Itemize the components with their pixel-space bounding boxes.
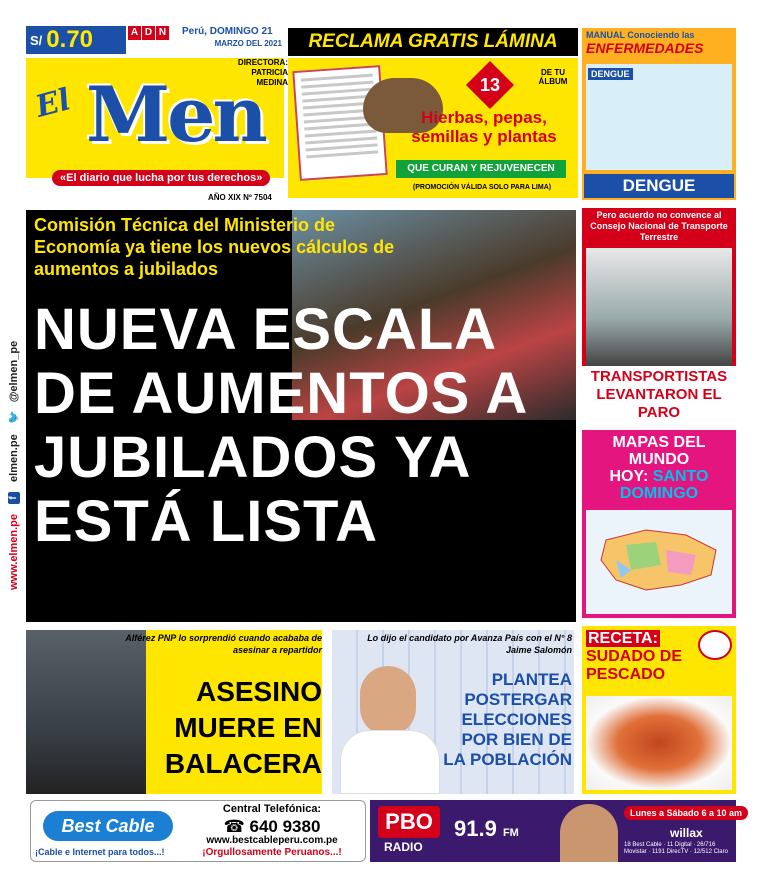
promo-banner[interactable]: RECLAMA GRATIS LÁMINA — [288, 28, 578, 56]
dengue-kicker: MANUAL Conociendo las ENFERMEDADES — [586, 30, 704, 56]
pbo-frequency: 91.9 FM — [454, 816, 519, 841]
promo-title: Hierbas, pepas, semillas y plantas — [411, 108, 557, 146]
social-strip — [0, 250, 22, 590]
logo-men: Men — [86, 70, 265, 159]
dengue-teaser[interactable] — [582, 28, 736, 200]
pbo-channels: 18 Best Cable · 11 Digital · 26/716 Movistar · 1191 DirecTV · 12/512 Claro — [624, 842, 728, 855]
politics-headline: PLANTEA POSTERGAR ELECCIONES POR BIEN DE LA POBLACIÓN — [443, 670, 572, 769]
sheet-number-badge: 13 — [466, 61, 514, 109]
price-box — [26, 26, 126, 54]
bestcable-slogan: ¡Orgullosamente Peruanos...! — [202, 847, 342, 858]
candidate-photo — [360, 666, 416, 736]
main-headline: NUEVA ESCALA DE AUMENTOS A JUBILADOS YA ESTÁ LISTA — [34, 297, 527, 554]
facebook-handle[interactable]: elmen.pe — [8, 434, 20, 482]
website-link[interactable]: www.elmen.pe — [8, 513, 20, 590]
promo-panel[interactable] — [288, 58, 578, 198]
maps-teaser[interactable] — [582, 430, 736, 618]
bestcable-ad[interactable] — [30, 800, 366, 862]
adn-letter: N — [156, 26, 169, 40]
pbo-schedule: Lunes a Sábado 6 a 10 am — [624, 806, 748, 820]
politics-kicker: Lo dijo el candidato por Avanza País con el N° 8 Jaime Salomón — [367, 633, 572, 655]
bestcable-phone[interactable]: ☎ 640 9380 — [223, 817, 321, 836]
director-credit: DIRECTORA: PATRICIA MEDINA — [237, 58, 288, 87]
price-value: 0.70 — [46, 26, 94, 53]
adn-letter: D — [142, 26, 155, 40]
date-line: Perú, DOMINGO 21 — [182, 26, 273, 37]
date-box — [182, 26, 282, 56]
willax-logo: willax — [670, 826, 703, 840]
crime-headline: ASESINO MUERE EN BALACERA — [164, 676, 322, 779]
bestcable-website[interactable]: www.bestcableperu.com.pe — [206, 835, 338, 846]
recipe-title: RECETA: SUDADO DE PESCADO — [586, 630, 683, 683]
dengue-footer: DENGUE — [584, 174, 734, 198]
crime-story[interactable] — [26, 630, 322, 794]
recipe-teaser[interactable] — [582, 626, 736, 794]
transport-story[interactable] — [582, 208, 736, 422]
price-currency: S/ — [30, 32, 43, 48]
adn-letter: A — [128, 26, 141, 40]
bestcable-tagline: ¡Cable e Internet para todos...! — [35, 847, 165, 857]
main-subhead: Comisión Técnica del Ministerio de Economía ya tiene los nuevos cálculos de aumentos a jubilados — [34, 215, 395, 279]
pbo-logo: PBO — [378, 806, 440, 838]
promo-subtitle: QUE CURAN Y REJUVENECEN — [396, 160, 566, 178]
chef-logo-icon — [698, 630, 732, 660]
slogan: «El diario que lucha por tus derechos» — [52, 170, 270, 186]
maps-headline: MAPAS DEL MUNDO HOY: SANTO DOMINGO — [609, 434, 709, 502]
politics-story[interactable] — [332, 630, 574, 794]
adn-badge — [128, 26, 169, 40]
fish-dish-photo — [586, 696, 732, 790]
transport-photo — [586, 248, 732, 366]
bestcable-central-label: Central Telefónica: — [222, 803, 322, 815]
candidate-shirt — [340, 730, 440, 794]
logo-el: El — [32, 82, 75, 125]
transport-kicker: Pero acuerdo no convence al Consejo Nacional de Transporte Terrestre — [590, 210, 728, 242]
transport-headline: TRANSPORTISTAS LEVANTARON EL PARO — [582, 366, 736, 424]
album-note: DE TU ÁLBUM — [538, 68, 568, 86]
pbo-radio-label: RADIO — [384, 840, 423, 854]
dominican-map-image — [586, 510, 732, 614]
promo-note: (PROMOCIÓN VÁLIDA SOLO PARA LIMA) — [412, 184, 552, 191]
facebook-icon: f — [8, 492, 20, 504]
pbo-radio-ad[interactable] — [370, 800, 743, 862]
radio-host-photo — [560, 804, 618, 862]
bestcable-logo: Best Cable — [43, 811, 173, 841]
twitter-handle[interactable]: @elmen_pe — [8, 340, 20, 403]
twitter-icon: 🐦 — [8, 410, 20, 425]
issue-number: AÑO XIX Nº 7504 — [208, 193, 272, 202]
dengue-inner-label: DENGUE — [588, 68, 633, 80]
crime-kicker: Alférez PNP lo sorprendió cuando acababa de asesinar a repartidor — [125, 633, 322, 655]
date-month: MARZO DEL 2021 — [214, 39, 282, 48]
main-story[interactable] — [26, 210, 576, 622]
